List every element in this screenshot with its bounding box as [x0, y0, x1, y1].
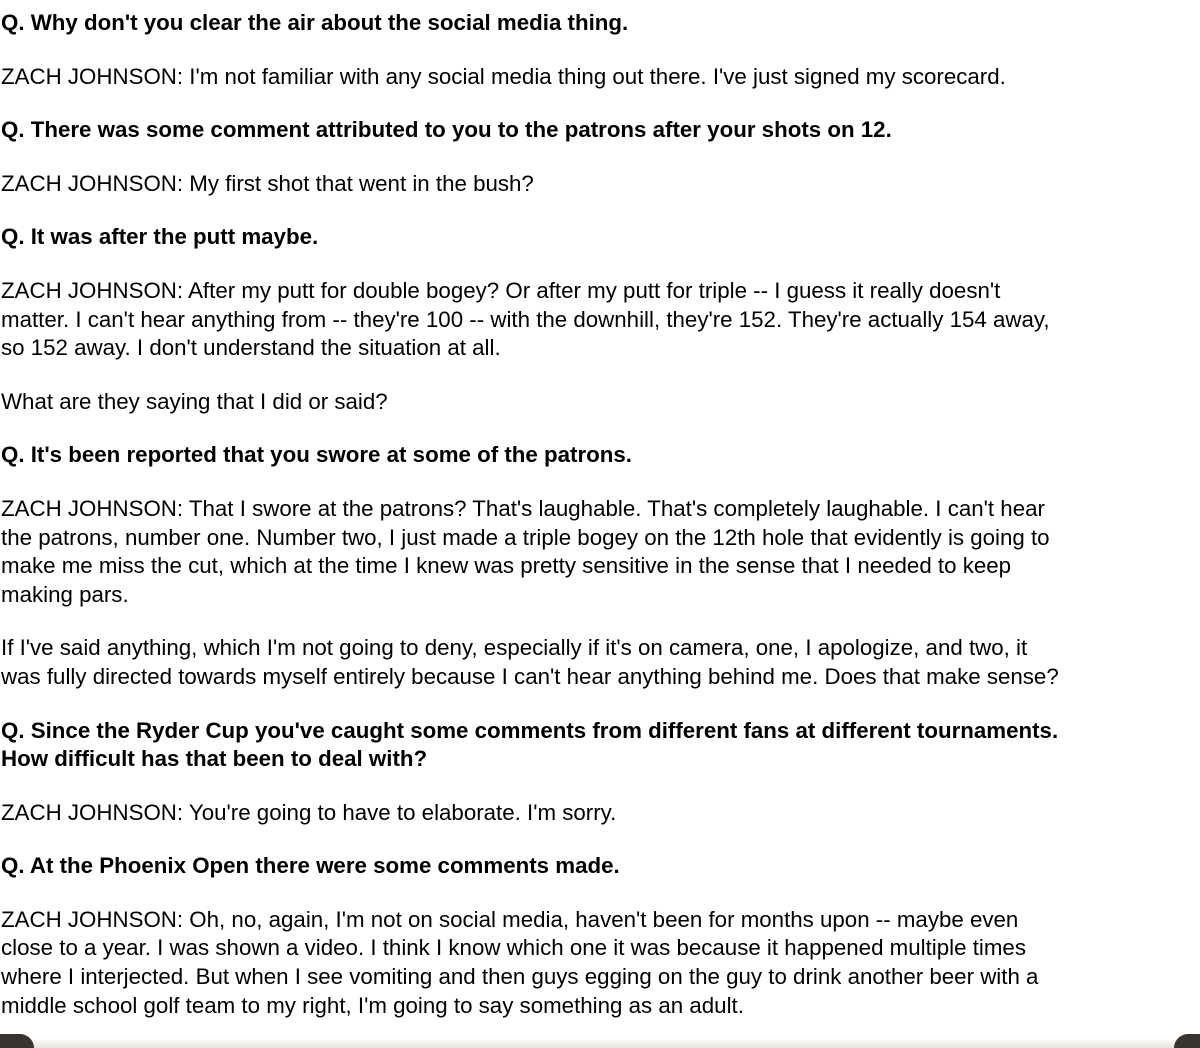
text-line: How difficult has that been to deal with? — [1, 746, 428, 772]
bottom-edge-shadow — [0, 1038, 1200, 1048]
text-line: Q. Since the Ryder Cup you've caught some comments from different fans at different tournaments. — [1, 717, 1059, 743]
text-line: ZACH JOHNSON: You're going to have to elaborate. I'm sorry. — [1, 799, 617, 825]
answer-paragraph — [1, 63, 1199, 92]
text-line: ZACH JOHNSON: After my putt for double bogey? Or after my putt for triple -- I guess it really doesn't — [1, 277, 1001, 303]
text-line: ZACH JOHNSON: I'm not familiar with any social media thing out there. I've just signed my scorecard. — [1, 63, 1006, 89]
answer-paragraph — [1, 906, 1199, 1020]
text-line: Q. There was some comment attributed to you to the patrons after your shots on 12. — [1, 117, 892, 143]
text-line: where I interjected. But when I see vomiting and then guys egging on the guy to drink another beer with a — [1, 964, 1039, 990]
text-line: ZACH JOHNSON: That I swore at the patrons? That's laughable. That's completely laughable. I can't hear — [1, 495, 1045, 521]
text-line: the patrons, number one. Number two, I just made a triple bogey on the 12th hole that evidently is going to — [1, 524, 1050, 550]
text-line: making pars. — [1, 581, 129, 607]
answer-paragraph — [1, 495, 1199, 609]
answer-paragraph — [1, 799, 1199, 828]
text-line: make me miss the cut, which at the time I knew was pretty sensitive in the sense that I needed to keep — [1, 553, 1012, 579]
question-paragraph — [1, 717, 1199, 774]
answer-paragraph — [1, 170, 1199, 199]
question-paragraph — [1, 852, 1199, 881]
text-line: What are they saying that I did or said? — [1, 388, 388, 414]
answer-paragraph — [1, 634, 1199, 691]
question-paragraph — [1, 223, 1199, 252]
text-line: so 152 away. I don't understand the situation at all. — [1, 335, 501, 361]
text-line: ZACH JOHNSON: My first shot that went in the bush? — [1, 170, 534, 196]
text-line: If I've said anything, which I'm not going to deny, especially if it's on camera, one, I apologize, and two, it — [1, 635, 1028, 661]
text-line: middle school golf team to my right, I'm going to say something as an adult. — [1, 992, 744, 1018]
text-line: was fully directed towards myself entirely because I can't hear anything behind me. Does that make sense? — [1, 663, 1059, 689]
answer-paragraph — [1, 277, 1199, 363]
text-line: ZACH JOHNSON: Oh, no, again, I'm not on social media, haven't been for months upon -- maybe even — [1, 906, 1019, 932]
text-line: Q. It was after the putt maybe. — [1, 224, 319, 250]
text-line: matter. I can't hear anything from -- they're 100 -- with the downhill, they're 152. They're actually 154 away, — [1, 306, 1050, 332]
text-line: Q. At the Phoenix Open there were some comments made. — [1, 853, 620, 879]
question-paragraph — [1, 441, 1199, 470]
text-line: Q. Why don't you clear the air about the social media thing. — [1, 10, 629, 35]
transcript — [1, 9, 1199, 1045]
question-paragraph — [1, 9, 1199, 38]
answer-paragraph — [1, 388, 1199, 417]
text-line: close to a year. I was shown a video. I think I know which one it was because it happened multiple times — [1, 935, 1026, 961]
question-paragraph — [1, 116, 1199, 145]
text-line: Q. It's been reported that you swore at some of the patrons. — [1, 442, 632, 468]
